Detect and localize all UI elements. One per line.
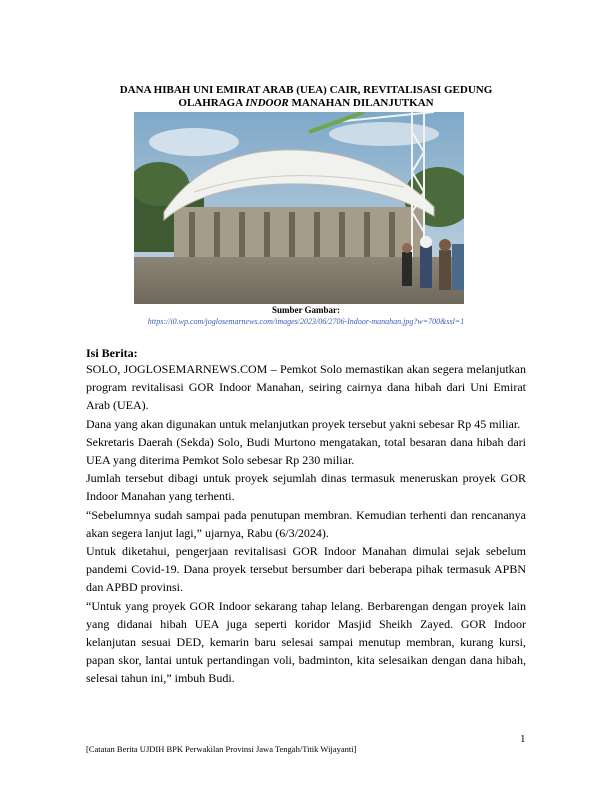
page-number: 1 [520, 733, 526, 745]
paragraph: Sekretaris Daerah (Sekda) Solo, Budi Murtono mengatakan, total besaran dana hibah dari UEA yang diterima Pemkot Solo sebesar Rp 230 miliar. [86, 434, 526, 468]
paragraph: Dana yang akan digunakan untuk melanjutkan proyek tersebut yakni sebesar Rp 45 miliar. [86, 416, 521, 431]
page-footer: [Catatan Berita UJDIH BPK Perwakilan Provinsi Jawa Tengah/Titik Wijayanti] [86, 744, 357, 754]
title-line-1: DANA HIBAH UNI EMIRAT ARAB (UEA) CAIR, REVITALISASI GEDUNG [119, 84, 493, 96]
paragraph: “Untuk yang proyek GOR Indoor sekarang tahap lelang. Berbarengan dengan proyek lain yang didanai hibah UEA juga seperti koridor Masjid Sheikh Zayed. GOR Indoor kelanjutan sesuai DED, kemarin baru selesai sampai menutup membran, kurang kursi, papan skor, lantai untuk pertandingan voli, badminton, kita selesaikan dengan dana hibah, selesai tahun ini,” imbuh Budi. [86, 598, 526, 686]
article-title [86, 84, 526, 110]
paragraph: Jumlah tersebut dibagi untuk proyek sejumlah dinas termasuk meneruskan proyek GOR Indoor Manahan yang terhenti. [86, 471, 526, 504]
article-photo [134, 112, 464, 304]
article-body [86, 360, 526, 688]
image-caption-label: Sumber Gambar: [271, 305, 341, 315]
title-line-2: OLAHRAGA INDOOR MANAHAN DILANJUTKAN [178, 97, 434, 109]
paragraph: Untuk diketahui, pengerjaan revitalisasi GOR Indoor Manahan dimulai sejak sebelum pandemi Covid-19. Dana proyek tersebut bersumber dari beberapa pihak termasuk APBN dan APBD provinsi. [86, 544, 526, 595]
section-label: Isi Berita: [86, 346, 138, 360]
paragraph: SOLO, JOGLOSEMARNEWS.COM – Pemkot Solo memastikan akan segera melanjutkan program revitalisasi GOR Indoor Manahan, seiring cairnya dana hibah dari Uni Emirat Arab (UEA). [86, 362, 526, 413]
image-caption-url[interactable]: https://i0.wp.com/joglosemarnews.com/images/2023/06/2706-Indoor-manahan.jpg?w=700&ssl=1 [147, 317, 465, 326]
paragraph: “Sebelumnya sudah sampai pada penutupan membran. Kemudian terhenti dan rencananya akan segera lanjut lagi,” ujarnya, Rabu (6/3/2024). [86, 507, 526, 540]
